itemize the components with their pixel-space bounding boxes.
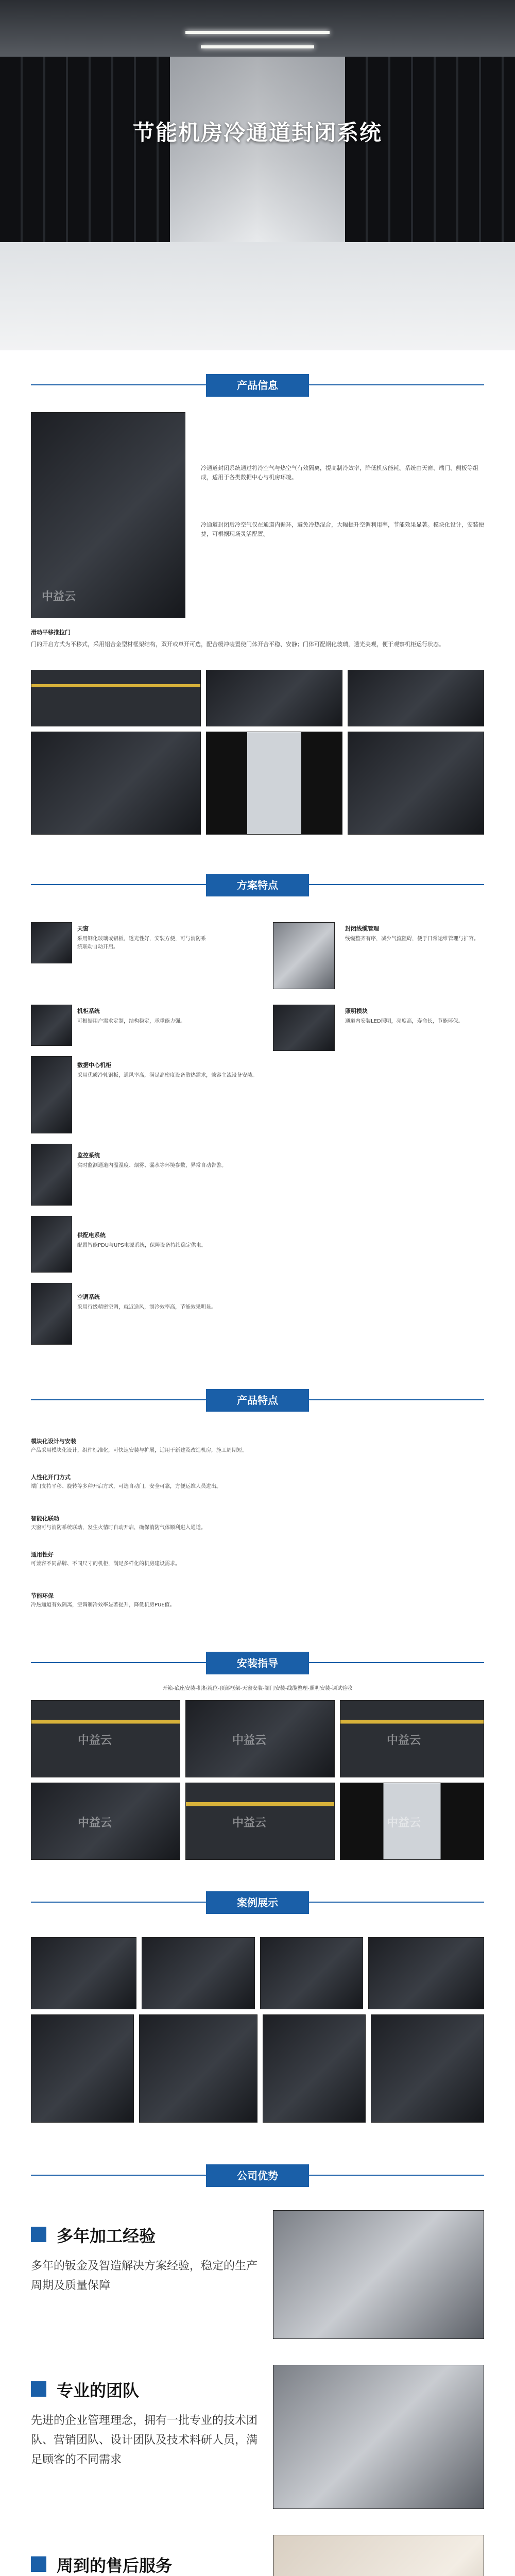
product-feature-title: 人性化开门方式 <box>31 1474 71 1481</box>
case-photo <box>371 2014 484 2123</box>
divider <box>309 884 484 885</box>
advantage-photo-service <box>273 2535 484 2576</box>
feature-text: 采用优质冷轧钢板，通风率高，满足高密度设备散热需求，兼容主流设备安装。 <box>77 1073 258 1078</box>
watermark: 中益云 <box>78 1734 112 1747</box>
divider <box>31 1399 206 1400</box>
product-feature-title: 模块化设计与安装 <box>31 1438 76 1445</box>
install-photo <box>185 1700 335 1777</box>
section-pill: 案例展示 <box>206 1891 309 1914</box>
feature-title: 空调系统 <box>77 1294 100 1300</box>
advantage-title: 专业的团队 <box>57 2381 140 2400</box>
floor <box>0 242 515 350</box>
feature-image-lighting <box>273 1005 335 1051</box>
product-feature-text: 天窗可与消防系统联动，发生火情时自动开启，确保消防气体顺利进入通道。 <box>31 1525 206 1531</box>
advantage-marker <box>31 2227 46 2242</box>
section-pill: 公司优势 <box>206 2164 309 2187</box>
feature-text: 通道内安装LED照明，亮度高，寿命长，节能环保。 <box>345 1019 464 1024</box>
case-photo <box>368 1937 484 2009</box>
hero-banner <box>0 0 515 350</box>
case-photo <box>260 1937 363 2009</box>
install-photo <box>340 1700 484 1777</box>
divider <box>31 2175 206 2176</box>
case-photo <box>142 1937 255 2009</box>
feature-image-cabinet-system <box>31 1005 72 1046</box>
detail-photo <box>206 670 342 726</box>
install-photo <box>31 1783 180 1860</box>
product-feature-text: 产品采用模块化设计，组件标准化，可快速安装与扩展，适用于新建及改造机房，施工周期短。 <box>31 1448 247 1453</box>
section-pill: 安装指导 <box>206 1652 309 1674</box>
watermark: 中益云 <box>78 1817 112 1829</box>
watermark: 中益云 <box>232 1817 267 1829</box>
install-photo <box>340 1783 484 1860</box>
divider <box>31 1662 206 1663</box>
watermark: 中益云 <box>387 1734 421 1747</box>
watermark: 中益云 <box>232 1734 267 1747</box>
feature-title: 天窗 <box>77 925 89 932</box>
divider <box>309 1399 484 1400</box>
rack-row-left <box>0 57 170 242</box>
watermark: 中益云 <box>42 590 76 603</box>
product-subhead: 滑动平移推拉门 <box>31 629 71 636</box>
product-feature-text: 可兼容不同品牌、不同尺寸的机柜，满足多样化的机房建设需求。 <box>31 1561 180 1567</box>
case-photo <box>263 2014 366 2123</box>
section-title-cases <box>0 1888 515 1917</box>
feature-image-monitoring <box>31 1144 72 1206</box>
watermark: 中益云 <box>387 1817 421 1829</box>
detail-photo <box>206 732 342 835</box>
feature-title: 封闭线缆管理 <box>345 925 379 932</box>
section-pill: 方案特点 <box>206 874 309 896</box>
product-feature-title: 节能环保 <box>31 1592 54 1599</box>
detail-photo <box>31 670 201 726</box>
install-steps-caption: 开箱-底座安装-机柜就位-顶部框架-天窗安装-端门安装-线缆整理-照明安装-调试验收 <box>162 1686 353 1691</box>
divider <box>309 1662 484 1663</box>
feature-text: 可根据用户需求定制，结构稳定，承重能力强。 <box>77 1019 185 1024</box>
hero-title: 节能机房冷通道封闭系统 <box>132 120 382 145</box>
feature-text: 实时监测通道内温湿度、烟雾、漏水等环境参数，异常自动告警。 <box>77 1163 227 1168</box>
feature-image-aircon <box>31 1283 72 1345</box>
section-title-solution <box>0 871 515 900</box>
feature-title: 照明模块 <box>345 1008 368 1014</box>
advantage-text: 多年的钣金及智造解决方案经验，稳定的生产周期及质量保障 <box>31 2260 258 2292</box>
divider <box>31 884 206 885</box>
divider <box>309 2175 484 2176</box>
product-detail: 门的开启方式为平移式，采用铝合金型材框架结构，双开或单开可选，配合缓冲装置使门体开合平稳、安静；门体可配钢化玻璃，透光美观，便于观察机柜运行状态。 <box>31 641 444 648</box>
detail-photo <box>348 670 484 726</box>
feature-image-cabling <box>273 922 335 989</box>
product-photo <box>31 412 185 618</box>
feature-image-skylight <box>31 922 72 963</box>
section-title-product-info <box>0 371 515 400</box>
case-photo <box>31 2014 134 2123</box>
section-pill: 产品特点 <box>206 1389 309 1412</box>
advantage-photo-machining <box>273 2210 484 2339</box>
feature-title: 供配电系统 <box>77 1232 106 1239</box>
product-desc-1: 冷通道封闭系统通过将冷空气与热空气有效隔离，提高制冷效率，降低机房能耗。系统由天窗、端门、侧板等组成，适用于各类数据中心与机房环境。 <box>201 465 478 481</box>
product-feature-title: 智能化联动 <box>31 1515 59 1522</box>
case-photo <box>31 1937 136 2009</box>
divider <box>309 1902 484 1903</box>
divider <box>309 384 484 385</box>
feature-title: 监控系统 <box>77 1152 100 1159</box>
feature-text: 采用钢化玻璃或铝板，透光性好，安装方便，可与消防系统联动自动开启。 <box>77 936 206 950</box>
feature-image-data-cabinet <box>31 1056 72 1133</box>
feature-text: 线缆整齐有序，减少气流阻碍，便于日常运维管理与扩容。 <box>345 936 479 942</box>
advantage-marker <box>31 2556 46 2572</box>
product-feature-text: 端门支持平移、旋转等多种开启方式，可选自动门，安全可靠，方便运维人员进出。 <box>31 1484 221 1489</box>
feature-title: 机柜系统 <box>77 1008 100 1014</box>
feature-image-power <box>31 1216 72 1273</box>
product-feature-title: 通用性好 <box>31 1551 54 1558</box>
ceiling-light <box>185 31 330 34</box>
divider <box>31 1902 206 1903</box>
section-pill: 产品信息 <box>206 374 309 397</box>
advantage-title: 周到的售后服务 <box>57 2556 173 2575</box>
install-photo <box>31 1700 180 1777</box>
product-feature-text: 冷热通道有效隔离，空调制冷效率显著提升，降低机房PUE值。 <box>31 1602 175 1608</box>
advantage-title: 多年加工经验 <box>57 2226 156 2246</box>
rack-row-right <box>345 57 515 242</box>
advantage-photo-team <box>273 2365 484 2509</box>
ceiling-light <box>201 45 314 48</box>
detail-photo <box>31 732 201 835</box>
product-desc-2: 冷通道封闭后冷空气仅在通道内循环，避免冷热混合，大幅提升空调利用率，节能效果显著。模块化设计，安装便捷，可根据现场灵活配置。 <box>201 521 484 537</box>
feature-text: 配置智能PDU与UPS电源系统，保障设备持续稳定供电。 <box>77 1243 207 1248</box>
feature-title: 数据中心机柜 <box>77 1062 111 1069</box>
feature-text: 采用行级精密空调，就近送风，制冷效率高，节能效果明显。 <box>77 1304 216 1310</box>
divider <box>31 384 206 385</box>
section-title-install <box>0 1649 515 1677</box>
section-title-features <box>0 1386 515 1415</box>
advantage-marker <box>31 2381 46 2397</box>
section-title-advantages <box>0 2161 515 2190</box>
detail-photo <box>348 732 484 835</box>
install-photo <box>185 1783 335 1860</box>
advantage-text: 先进的企业管理理念，拥有一批专业的技术团队、营销团队、设计团队及技术料研人员，满足顾客的不同需求 <box>31 2414 258 2466</box>
case-photo <box>139 2014 258 2123</box>
